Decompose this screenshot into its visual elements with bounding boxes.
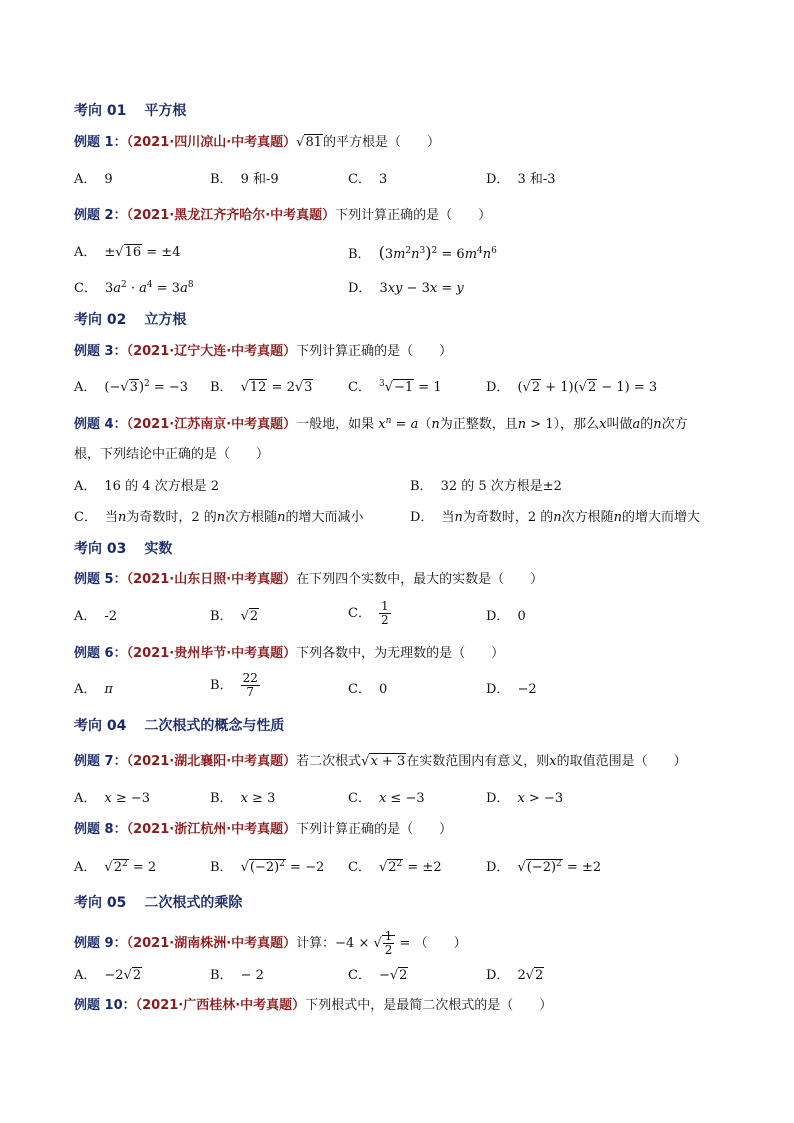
option-letter: C． [348, 860, 371, 875]
option-text: 32 的 5 次方根是±2 [440, 479, 562, 494]
question-text: 下列根式中，是最简二次根式的是（ ） [305, 998, 553, 1013]
question-text: ），那么 [553, 417, 600, 432]
question-7: 例题 7：（2021·湖北襄阳·中考真题）若二次根式√x + 3在实数范围内有意义，则x的取值范围是（ ） [74, 754, 687, 769]
option-letter: A． [74, 791, 97, 806]
question-label: 例题 6： [74, 646, 127, 661]
option-text: -2 [104, 609, 118, 624]
option-d [486, 171, 556, 189]
question-text: 下列各数中，为无理数的是（ ） [296, 646, 505, 661]
option-letter: C． [348, 172, 371, 187]
question-label: 例题 4： [74, 417, 127, 432]
section-heading [74, 717, 284, 735]
question-text: 计算： [296, 936, 336, 951]
question-source: （2021·四川凉山·中考真题） [126, 135, 297, 150]
option-text: 16 的 4 次方根是 2 [104, 479, 220, 494]
option-b [410, 478, 562, 496]
option-b: B． $\frac{22}{7}$ [210, 671, 258, 699]
option-c: C． −√2 [348, 968, 408, 983]
section-number: 考向 02 [74, 312, 127, 328]
option-letter: A． [74, 609, 97, 624]
option-a: A． −2√2 [74, 968, 142, 983]
section-number: 考向 01 [74, 103, 127, 119]
option-d [486, 608, 526, 626]
section-title: 二次根式的概念与性质 [144, 718, 285, 734]
option-letter: B． [348, 247, 371, 262]
option-letter: D． [486, 172, 510, 187]
section-title: 实数 [144, 541, 173, 557]
option-letter: D． [486, 380, 510, 395]
question-4-line2: 根，下列结论中正确的是（ ） [74, 447, 270, 462]
section-number: 考向 03 [74, 541, 127, 557]
question-text: 一般地，如果 [296, 417, 375, 432]
option-text: 为奇数时，2 的 [126, 510, 217, 525]
question-text: 下列计算正确的是（ ） [296, 822, 453, 837]
question-10 [74, 997, 552, 1015]
option-d: D． $√(-2)^2 = \pm 2$ [486, 859, 602, 875]
question-4: 例题 4：（2021·江苏南京·中考真题）一般地，如果 $x^n = a(n$为正整数，且n > 1），那么x叫做a的n次方 [74, 416, 688, 432]
option-text: 9 和-9 [240, 172, 279, 187]
option-letter: D． [486, 860, 510, 875]
question-text: 下列计算正确的是（ ） [296, 344, 453, 359]
option-c: C． $\frac{1}{2}$ [348, 599, 389, 627]
question-text: 次方 [661, 417, 688, 432]
option-d: D． 2√2 [486, 968, 544, 983]
option-b [210, 967, 264, 985]
option-b: B． x ≥ 3 [210, 791, 276, 806]
question-1 [74, 134, 440, 152]
option-a [74, 478, 219, 496]
option-d: D． x > −3 [486, 791, 564, 806]
question-6 [74, 645, 504, 663]
question-text: 的 [640, 417, 654, 432]
question-source: （2021·江苏南京·中考真题） [126, 417, 297, 432]
option-text: 的增大而增大 [622, 510, 701, 525]
option-letter: C． [348, 682, 371, 697]
option-d: D． 3xy − 3x = y [348, 281, 464, 296]
question-text: 为正整数，且 [439, 417, 518, 432]
question-label: 例题 2： [74, 208, 127, 223]
question-label: 例题 1： [74, 135, 127, 150]
question-source: （2021·黑龙江齐齐哈尔·中考真题） [126, 208, 336, 223]
section-heading [74, 102, 186, 120]
option-a: A． $(-√3)^2 = -3$ [74, 379, 189, 395]
option-d: D． (√2 + 1)(√2 − 1) = 3 [486, 380, 658, 395]
question-text: 下列计算正确的是（ ） [335, 208, 492, 223]
question-label: 例题 9： [74, 936, 127, 951]
question-source: （2021·湖南株洲·中考真题） [126, 936, 297, 951]
option-a: A． ±√16 = ±4 [74, 245, 181, 260]
question-source: （2021·贵州毕节·中考真题） [126, 646, 297, 661]
section-title: 立方根 [144, 312, 187, 328]
question-text: 叫做 [606, 417, 633, 432]
option-letter: A． [74, 860, 97, 875]
option-text: 0 [517, 609, 526, 624]
option-letter: C． [348, 380, 371, 395]
section-title: 平方根 [144, 103, 187, 119]
option-c [348, 681, 387, 699]
option-text: 当 [104, 510, 118, 525]
option-a: A． $√2^2 = 2$ [74, 859, 157, 875]
option-text: 当 [441, 510, 455, 525]
option-text: 0 [378, 682, 388, 697]
option-d: D． 当n为奇数时，2 的n次方根随n的增大而增大 [410, 510, 701, 525]
option-b: B． $√(-2)^2 = -2$ [210, 859, 325, 875]
question-label: 例题 3： [74, 344, 127, 359]
question-text: （ [418, 417, 432, 432]
option-letter: A． [74, 479, 97, 494]
option-a: A． π [74, 682, 113, 697]
section-heading [74, 540, 172, 558]
option-letter: D． [486, 791, 510, 806]
option-letter: B． [410, 479, 433, 494]
section-heading [74, 311, 186, 329]
option-c: C． 当n为奇数时，2 的n次方根随n的增大而减小 [74, 510, 364, 525]
option-text: 3 和-3 [517, 172, 556, 187]
option-a: A． x ≥ −3 [74, 791, 151, 806]
option-letter: A． [74, 245, 97, 260]
question-text: （ ） [414, 936, 467, 951]
option-letter: A． [74, 968, 97, 983]
question-label: 例题 5： [74, 572, 127, 587]
question-source: （2021·广西桂林·中考真题） [135, 998, 306, 1013]
question-3 [74, 343, 452, 361]
question-label: 例题 10： [74, 998, 136, 1013]
option-letter: C． [74, 281, 97, 296]
question-text: 在实数范围内有意义，则 [406, 754, 550, 769]
option-text: 次方根随 [225, 510, 278, 525]
option-letter: B． [210, 791, 233, 806]
question-source: （2021·辽宁大连·中考真题） [126, 344, 297, 359]
option-c: C． x ≤ −3 [348, 791, 425, 806]
question-source: （2021·山东日照·中考真题） [126, 572, 297, 587]
option-letter: B． [210, 860, 233, 875]
option-a [74, 608, 117, 626]
option-letter: B． [210, 380, 233, 395]
option-letter: D． [410, 510, 434, 525]
option-letter: D． [486, 968, 510, 983]
question-2 [74, 207, 491, 225]
question-5 [74, 571, 543, 589]
option-b [210, 171, 279, 189]
question-source: （2021·浙江杭州·中考真题） [126, 822, 297, 837]
question-8 [74, 821, 452, 839]
option-letter: D． [348, 281, 372, 296]
option-letter: B． [210, 968, 233, 983]
option-c [348, 171, 387, 189]
option-b: B． √2 [210, 609, 259, 624]
option-c: C． $√2^2 = \pm 2$ [348, 859, 442, 875]
option-letter: C． [348, 606, 371, 621]
option-text: − 2 [240, 968, 264, 983]
option-text: 为奇数时，2 的 [462, 510, 554, 525]
option-letter: A． [74, 380, 97, 395]
option-letter: C． [348, 791, 371, 806]
option-d [486, 681, 537, 699]
option-b: B． √12 = 2√3 [210, 380, 313, 395]
question-label: 例题 7： [74, 754, 127, 769]
option-text: 9 [104, 172, 113, 187]
option-letter: B． [210, 678, 233, 693]
option-letter: C． [348, 968, 371, 983]
option-letter: A． [74, 682, 97, 697]
question-source: （2021·湖北襄阳·中考真题） [126, 754, 297, 769]
section-title: 二次根式的乘除 [144, 895, 243, 911]
question-9: 例题 9：（2021·湖南株洲·中考真题）计算：−4 × √ $\frac{1}{2}$ = （ ） [74, 929, 467, 957]
section-heading [74, 894, 242, 912]
option-a [74, 171, 113, 189]
option-c: C． $^3$√−1 = 1 [348, 379, 442, 395]
question-label: 例题 8： [74, 822, 127, 837]
question-text: 的平方根是（ ） [322, 135, 440, 150]
option-letter: D． [486, 609, 510, 624]
section-number: 考向 04 [74, 718, 127, 734]
option-letter: A． [74, 172, 97, 187]
question-text: 的取值范围是（ ） [556, 754, 687, 769]
question-text: 在下列四个实数中，最大的实数是（ ） [296, 572, 544, 587]
option-text: 的增大而减小 [285, 510, 364, 525]
option-letter: B． [210, 172, 233, 187]
sqrt-81: √81 [296, 135, 322, 150]
section-number: 考向 05 [74, 895, 127, 911]
question-text: 若二次根式 [296, 754, 362, 769]
option-text: 次方根随 [561, 510, 614, 525]
option-letter: C． [74, 510, 97, 525]
option-letter: D． [486, 682, 510, 697]
option-letter: B． [210, 609, 233, 624]
option-c: C． $3a^2 \cdot a^4 = 3a^8$ [74, 280, 194, 296]
option-text: 3 [378, 172, 388, 187]
option-b: B． $(3m^2n^3)^2 = 6m^4n^6$ [348, 243, 497, 262]
option-text: −2 [517, 682, 537, 697]
